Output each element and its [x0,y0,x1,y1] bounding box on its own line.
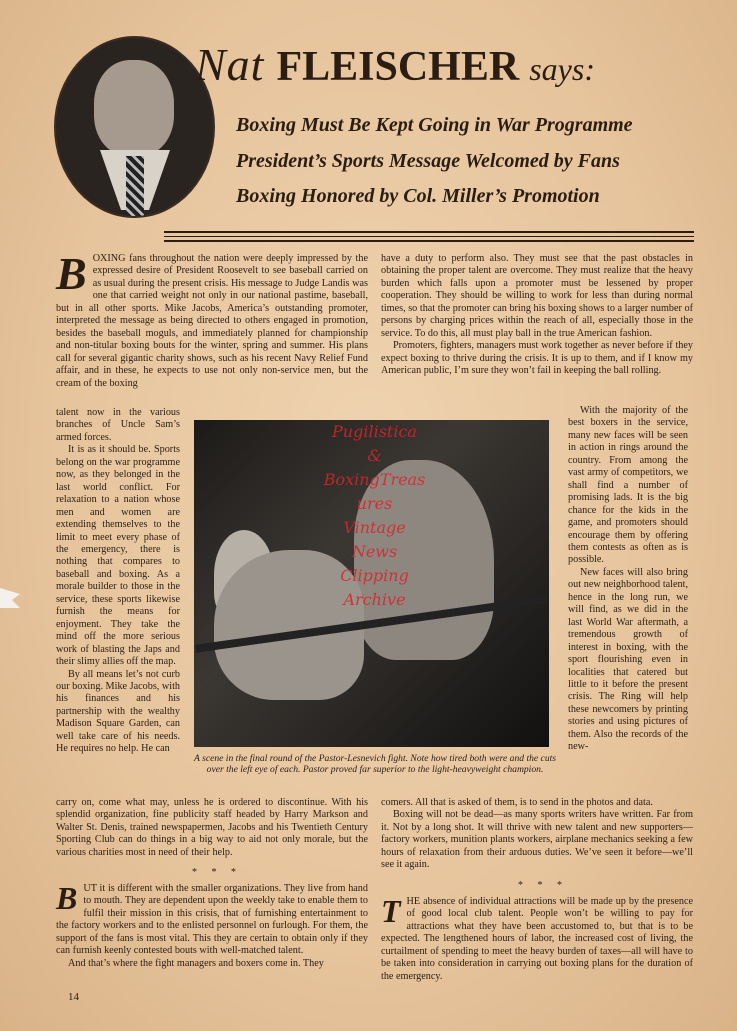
para-carry-on: carry on, come what may, unless he is ordered to discontinue. With his splendid organization, fine publicity staff headed by Harry Markson and Walter St. Denis, trained newspapermen, Jacobs and his Twentieth Century Sporting Club can do things in a big way to aid not only morale, but the various charities most in need of their help. [56,797,368,858]
section-stars-left: * * * [192,867,242,878]
para-duty: have a duty to perform also. They must see that the past obstacles in obtaining the proper talent are overcome. They must realize that the heavy burden which falls upon a promoter must be lessened by proper cooperation. They should be willing to work for less than during normal times, so that the promoter can bring his boxing shows to a larger number of persons by charging prices within the reach of all, especially those in the service. To do this, all must play ball in the true American fashion. [381,253,693,339]
watermark-line: Clipping [340,566,409,585]
headline-nat: Nat [195,39,265,90]
dropcap-b: B [56,248,87,299]
archive-watermark [312,420,437,612]
para-opening: OXING fans throughout the nation were deeply impressed by the expressed desire of President Roosevelt to see baseball carried on as usual during the present crisis. His message to Judge Landis was one that carried weight not only in our national pastime, baseball, but in all other sports. Mike Jacobs, America’s outstanding promoter, interpreted the message as being directed to others engaged in promotion, besides the baseball moguls, and immediately planned for championship and non-titular boxing bouts for the winter, spring and summer. His plans call for several gigantic charity shows, such as his recent Navy Relief Fund affair, and in these, he expects to use not only non-service men, but the cream of the boxing [56,253,368,389]
headline-name: FLEISCHER [276,44,520,90]
article-col-left-bottom [56,797,368,859]
torn-edge [0,588,20,608]
rule-bottom [164,240,694,242]
para-different: UT it is different with the smaller organizations. They live from hand to mouth. They are dependent upon the weekly take to enable them to fulfil their mission in this crisis, that of furnishing entertainment to the factory workers and to the enlisted personnel on furlough. For them, the support of the fans is most vital. This they are certain to obtain only if they can furnish keenly contested bouts with well-matched talent. [56,883,368,957]
portrait-tie [126,156,144,216]
article-col-right-top [381,253,693,378]
watermark-line: News [351,542,398,561]
article-col-right-bottom [381,797,693,872]
watermark-line: Archive [343,590,406,609]
watermark-line: ures [356,494,393,513]
dropcap-t: T [381,893,401,929]
section-stars-right: * * * [518,880,568,891]
para-promoters: Promoters, fighters, managers must work together as never before if they expect boxing to thrive during the crisis. It is up to them, and if I know my American public, I’m sure they won’t fail in keeping the ball rolling. [381,340,693,377]
subheading-2: President’s Sports Message Welcomed by Fans [236,150,620,172]
watermark-line: & [367,446,382,465]
para-absence: HE absence of individual attractions will be made up by the presence of good local club talent. People won’t be willing to pay for attractions what they have been accustomed to, but that is to be expected. The lengthened hours of labor, the increased cost of living, the curtailment of spending to meet the heavy burden of taxes—all will have to be taken into consideration in carrying out boxing plans for the duration of the emergency. [381,896,693,982]
rule-thin [164,236,694,237]
watermark-line: Vintage [343,518,406,537]
article-col-left-top [56,248,368,390]
subheading-1: Boxing Must Be Kept Going in War Programme [236,114,633,136]
page-number: 14 [68,991,79,1003]
para-all-means: By all means let’s not curb our boxing. Mike Jacobs, with his finances and his partnership with the wealthy Madison Square Garden, can well take care of his needs. He requires no help. He can [56,668,180,755]
author-portrait [56,38,213,216]
portrait-face [94,60,174,156]
watermark-line: BoxingTreas [323,470,426,489]
article-col-left-narrow [56,407,180,756]
para-majority: With the majority of the best boxers in the service, many new faces will be seen in action in rings around the country. From among the vast army of competitors, we shall find a number of promising lads. It is the big chance for the kids in the game, and promoters should encourage them by offering them contests as often as is possible. [568,405,688,566]
para-should-be: It is as it should be. Sports belong on the war programme now, as they belonged in the last world conflict. For relaxation to a nation whose men and women are extending themselves to the limit to meet every phase of the emergency, there is nothing that compares to baseball and boxing. As a morale builder to those in the service, these sports likewise furnish the means for enjoyment. They take the mind off the more serious work of blasting the Japs and their slimy allies off the map. [56,444,180,668]
para-new-faces: New faces will also bring out new neighborhood talent, hence in the long run, we will find, as we did in the last World War aftermath, a tremendous growth of interest in boxing, with the sport flourishing even in localities that catered but little to it before the present crisis. The Ring will help these newcomers by printing stories and using pictures of them. Also the records of the new- [568,566,688,753]
article-col-right-narrow [568,405,688,754]
rule-top [164,231,694,233]
subheading-3: Boxing Honored by Col. Miller’s Promotion [236,185,600,207]
article-col-right-bottom-2 [381,893,693,983]
para-comers: comers. All that is asked of them, is to send in the photos and data. [381,797,653,808]
headline [195,38,695,100]
para-thats-where: And that’s where the fight managers and boxers come in. They [68,957,324,969]
article-col-left-bottom-2 [56,880,368,970]
watermark-line: Pugilistica [332,422,417,441]
headline-says: says: [529,51,595,87]
dropcap-b2: B [56,880,78,916]
photo-caption: A scene in the final round of the Pastor-Lesnevich fight. Note how tired both were and the cuts over the left eye of each. Pastor proved far superior to the light-heavyweight champion. [194,753,557,775]
para-talent: talent now in the various branches of Uncle Sam’s armed forces. [56,407,180,443]
para-not-dead: Boxing will not be dead—as many sports writers have written. Far from it. Not by a long shot. It will thrive with new talent and new supporters—factory workers, munition plants workers, airplane mechanics seeking a few hours of relaxation from their arduous duties. We’ve seen it before—we’ll see it again. [381,809,693,871]
